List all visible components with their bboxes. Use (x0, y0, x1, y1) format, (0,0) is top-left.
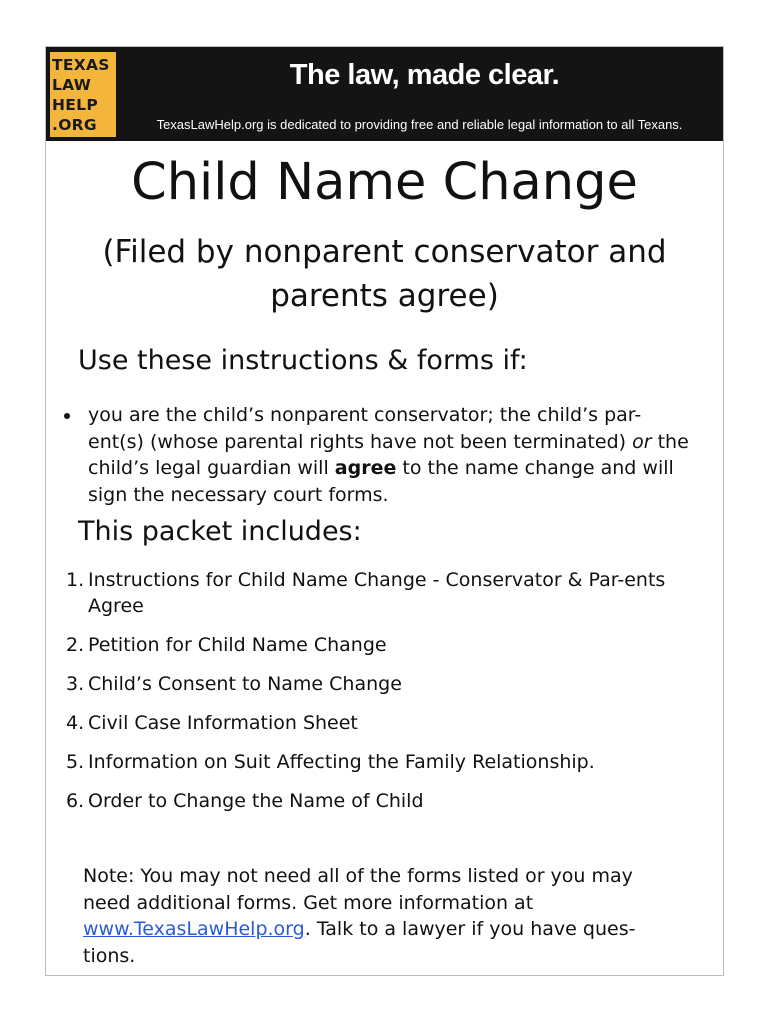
packet-list (66, 567, 706, 827)
item-text: Civil Case Information Sheet (88, 712, 358, 734)
logo-line: TEXAS (52, 56, 110, 74)
list-item (54, 402, 694, 508)
bullet-text-1: you are the child’s nonparent conservator; the child’s par-ent(s) (whose parental rights have not been terminated) (88, 404, 642, 453)
list-item (66, 567, 706, 619)
texaslawhelp-link[interactable]: www.TexasLawHelp.org (83, 918, 305, 940)
banner-mission: TexasLawHelp.org is dedicated to providing free and reliable legal information to all Texans. (156, 117, 683, 132)
document-page (45, 46, 724, 976)
item-text: Information on Suit Affecting the Family Relationship. (88, 751, 595, 773)
item-text: Instructions for Child Name Change - Conservator & Par-ents Agree (88, 569, 666, 617)
logo-line: HELP (52, 96, 98, 114)
item-text: Order to Change the Name of Child (88, 790, 424, 812)
item-number: 5. (66, 751, 85, 773)
page-title: Child Name Change (131, 153, 638, 212)
page-subtitle: (Filed by nonparent conservator and parents agree) (102, 234, 667, 314)
bullet-text-3: to the name change and will sign the necessary court forms. (88, 457, 674, 506)
use-if-list (54, 402, 694, 508)
list-item (66, 710, 706, 736)
item-text: Petition for Child Name Change (88, 634, 387, 656)
note-paragraph (83, 863, 683, 969)
texaslawhelp-logo[interactable] (50, 52, 116, 137)
item-number: 2. (66, 634, 85, 656)
note-text-2: . Talk to a lawyer if you have ques-tions. (83, 918, 636, 967)
list-item (66, 671, 706, 697)
item-number: 6. (66, 790, 85, 812)
item-text: Child’s Consent to Name Change (88, 673, 402, 695)
list-item (66, 749, 706, 775)
item-number: 1. (66, 569, 85, 591)
logo-line: LAW (52, 76, 92, 94)
list-item (66, 632, 706, 658)
header-banner (46, 47, 723, 141)
bullet-bold: agree (334, 457, 397, 479)
item-number: 4. (66, 712, 85, 734)
use-if-heading: Use these instructions & forms if: (78, 345, 528, 376)
list-item (66, 788, 706, 814)
banner-tagline: The law, made clear. (289, 59, 560, 91)
bullet-icon (64, 413, 70, 419)
bullet-text-2: the child’s legal guardian will (88, 430, 689, 479)
note-text-1: Note: You may not need all of the forms listed or you may need additional forms. Get more information at (83, 865, 633, 914)
logo-line: .ORG (52, 116, 97, 134)
item-number: 3. (66, 673, 85, 695)
packet-heading: This packet includes: (78, 516, 362, 547)
bullet-emphasis: or (632, 430, 652, 453)
